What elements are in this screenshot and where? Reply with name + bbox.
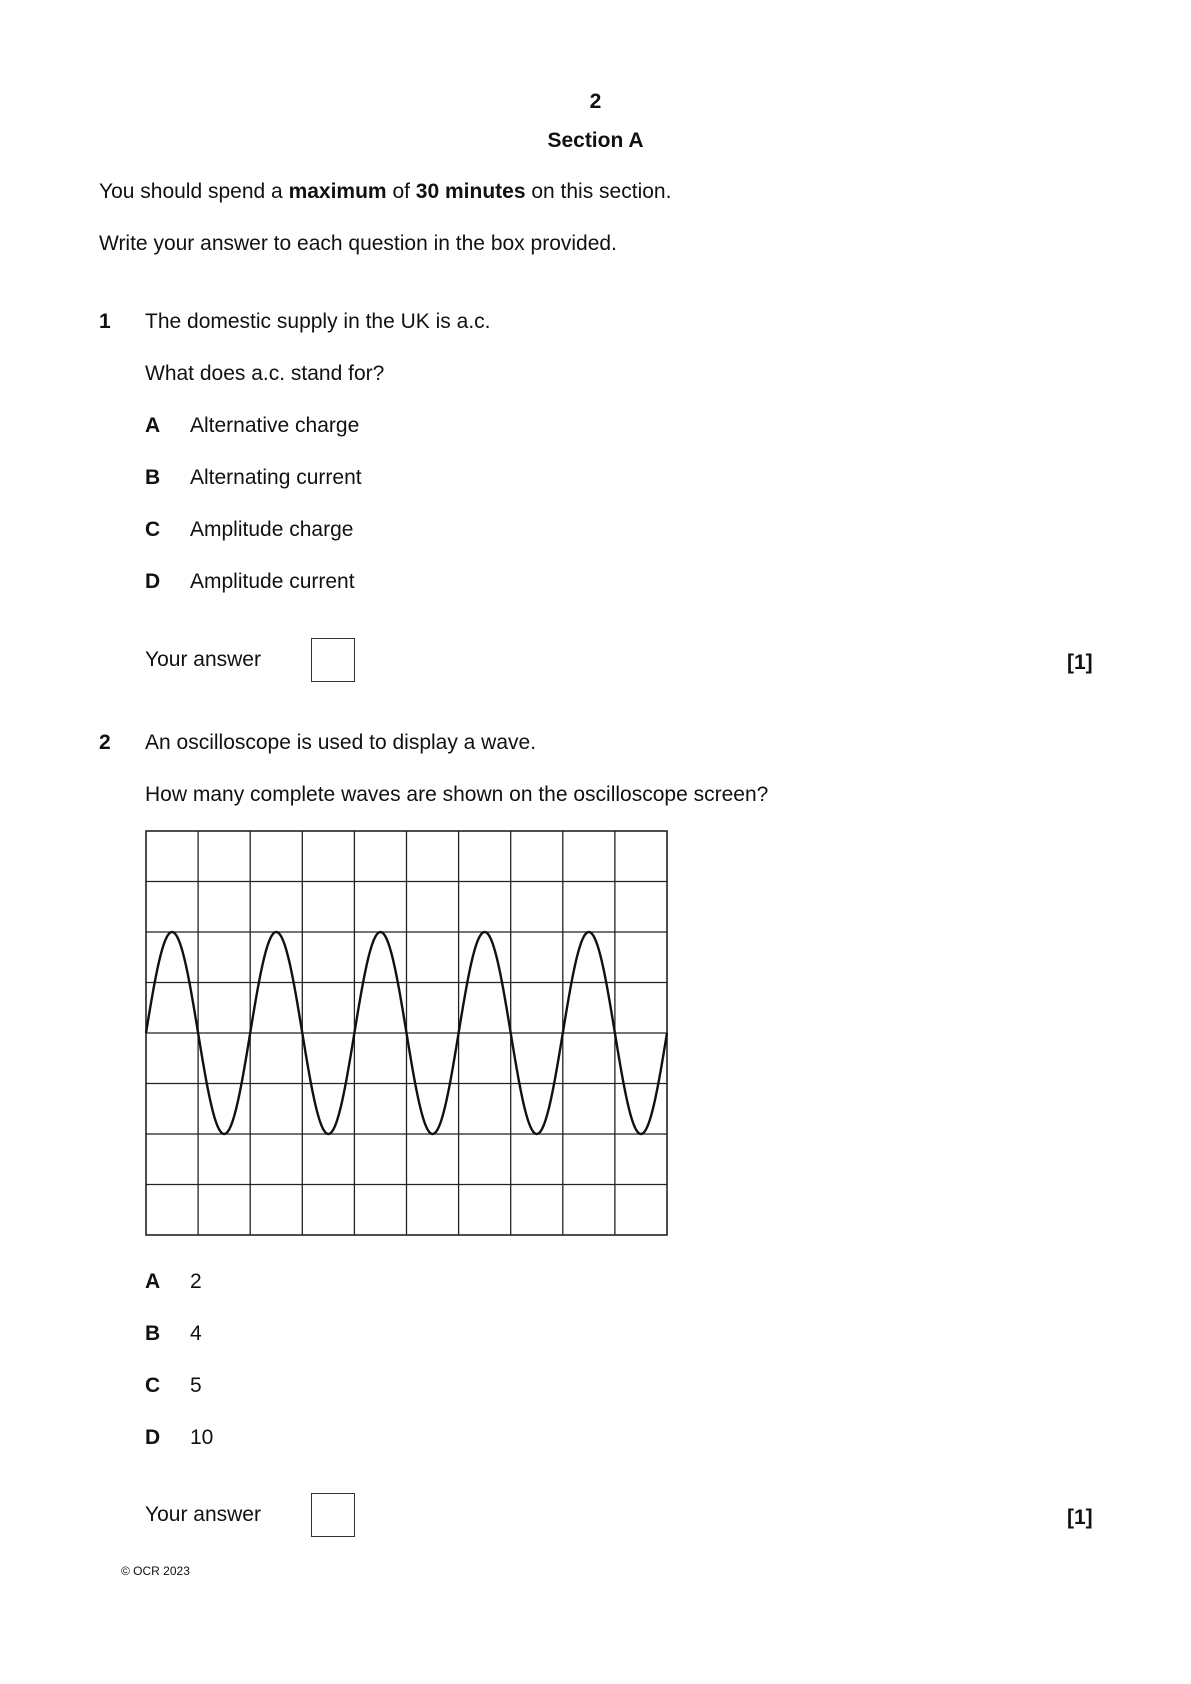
q2-option-b-text: 4 bbox=[190, 1322, 202, 1345]
question-1-prompt: What does a.c. stand for? bbox=[145, 362, 385, 385]
q2-option-a-letter: A bbox=[145, 1270, 161, 1293]
instruction-emphasis: 30 minutes bbox=[415, 180, 526, 203]
q1-answer-label: Your answer bbox=[145, 648, 261, 671]
q1-option-d-letter: D bbox=[145, 570, 161, 593]
q1-option-a-text: Alternative charge bbox=[190, 414, 360, 437]
question-1-stem: The domestic supply in the UK is a.c. bbox=[145, 310, 491, 333]
q1-option-a-letter: A bbox=[145, 414, 161, 437]
question-2-stem: An oscilloscope is used to display a wave. bbox=[145, 731, 537, 754]
section-title: Section A bbox=[547, 129, 644, 152]
instruction-time bbox=[99, 179, 671, 205]
q2-option-d-letter: D bbox=[145, 1426, 161, 1449]
oscilloscope-screen bbox=[145, 830, 668, 1236]
q2-option-b-letter: B bbox=[145, 1322, 161, 1345]
q1-option-d-text: Amplitude current bbox=[190, 570, 355, 593]
q1-answer-box[interactable] bbox=[311, 638, 355, 682]
copyright-footer: © OCR 2023 bbox=[121, 1564, 190, 1578]
question-1-number: 1 bbox=[99, 310, 111, 333]
q2-answer-box[interactable] bbox=[311, 1493, 355, 1537]
q2-option-a-text: 2 bbox=[190, 1270, 202, 1293]
q1-option-c-letter: C bbox=[145, 518, 161, 541]
q1-marks: [1] bbox=[1067, 651, 1093, 674]
instruction-text: of bbox=[386, 180, 416, 203]
q2-option-c-letter: C bbox=[145, 1374, 161, 1397]
q2-marks: [1] bbox=[1067, 1506, 1093, 1529]
q1-option-c-text: Amplitude charge bbox=[190, 518, 354, 541]
question-2-prompt: How many complete waves are shown on the oscilloscope screen? bbox=[145, 783, 769, 806]
instruction-text: on this section. bbox=[525, 180, 672, 203]
instruction-emphasis: maximum bbox=[288, 180, 387, 203]
q1-option-b-letter: B bbox=[145, 466, 161, 489]
q2-option-d-text: 10 bbox=[190, 1426, 214, 1449]
question-2-number: 2 bbox=[99, 731, 111, 754]
q1-option-b-text: Alternating current bbox=[190, 466, 362, 489]
q2-option-c-text: 5 bbox=[190, 1374, 202, 1397]
instruction-answer-box: Write your answer to each question in the box provided. bbox=[99, 232, 617, 255]
q2-answer-label: Your answer bbox=[145, 1503, 261, 1526]
page-number: 2 bbox=[589, 90, 602, 113]
instruction-text: You should spend a bbox=[99, 180, 289, 203]
